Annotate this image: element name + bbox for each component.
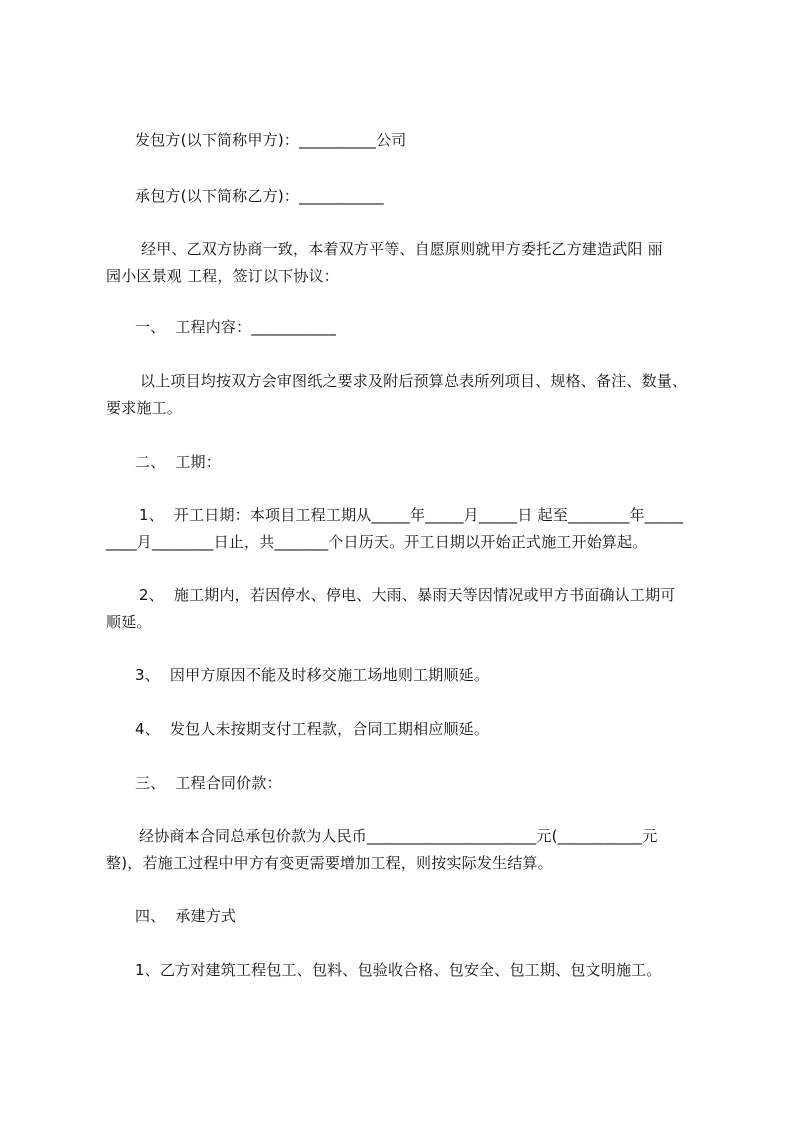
party-b-line: 承包方(以下简称乙方)：___________ [135, 187, 384, 205]
section-2-heading: 二、 工期： [135, 453, 221, 471]
intro-paragraph-line-2: 园小区景观 工程，签订以下协议： [106, 267, 339, 285]
section-1-paragraph-line-1: 以上项目均按双方会审图纸之要求及附后预算总表所列项目、规格、备注、数量、 [140, 372, 688, 390]
section-3-paragraph-line-1: 经协商本合同总承包价款为人民币______________________元(___________元 [139, 827, 658, 845]
section-2-item-2-line-2: 顺延。 [106, 613, 152, 631]
party-a-line: 发包方(以下简称甲方)：__________公司 [135, 131, 407, 149]
section-4-heading: 四、 承建方式 [135, 907, 237, 925]
section-1-paragraph-line-2: 要求施工。 [106, 399, 183, 417]
section-2-item-4: 4、 发包人未按期支付工程款，合同工期相应顺延。 [135, 720, 490, 738]
section-4-item-1: 1、乙方对建筑工程包工、包料、包验收合格、包安全、包工期、包文明施工。 [135, 961, 662, 979]
section-1-heading: 一、 工程内容：___________ [135, 318, 337, 336]
section-2-item-3: 3、 因甲方原因不能及时移交施工场地则工期顺延。 [135, 666, 490, 684]
section-3-heading: 三、 工程合同价款： [135, 774, 282, 792]
section-3-paragraph-line-2: 整)，若施工过程中甲方有变更需要增加工程，则按实际发生结算。 [106, 854, 553, 872]
section-2-item-1-line-2: ____月________日止，共_______个日历天。开工日期以开始正式施工开始算起。 [106, 533, 648, 551]
section-2-item-2-line-1: 2、 施工期内，若因停水、停电、大雨、暴雨天等因情况或甲方书面确认工期可 [139, 586, 676, 604]
intro-paragraph-line-1: 经甲、乙双方协商一致，本着双方平等、自愿原则就甲方委托乙方建造武阳 丽 [141, 240, 663, 258]
section-2-item-1-line-1: 1、 开工日期：本项目工程工期从_____年_____月_____日 起至________年_____ [139, 506, 684, 524]
